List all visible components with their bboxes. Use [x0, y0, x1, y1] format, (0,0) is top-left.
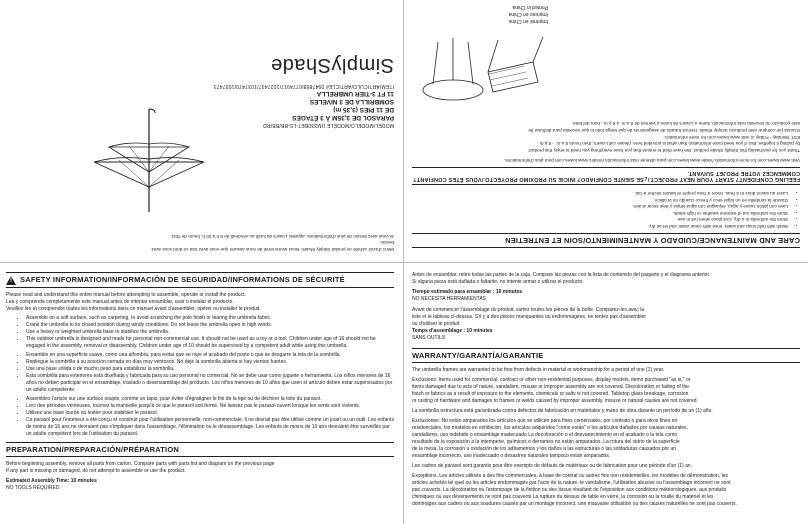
list-item: • Utilisez une base lourde ou lestée pour stabiliser le parasol. [26, 410, 394, 417]
care-list [412, 189, 800, 229]
warranty-text: or rusting of hardware and damages to frames or welds caused by improper assembly, misuse or natural causes are not covered. [412, 398, 698, 404]
warranty-text: pas couverts. La décoloration ou l'estompage de la finition ou des tissus résultant de l'exposition aux conditions météorologiques, aux produits [412, 487, 727, 493]
brand-logo: SimplyShade [270, 54, 394, 76]
item-codes: ITEM/ARTICULO/ARTICLE# 0947858/0774917/1027437/1037470/1037473 [213, 83, 394, 89]
list-item: • Assemblez l'article sur une surface souple, comme un tapis, pour éviter d'égratigner le fini de la tige ou de déchirer la toile du parasol. [26, 396, 394, 403]
warranty-text: Les cadres de parasol sont garantis pour être exempts de défauts de matériaux ou de fabrication pour une période d'un (1) an. [412, 463, 693, 469]
thanks-line: by putting it together. But, if you need more information than what is provided here, please call Lowe's, then hours 8 a.m. - 8 p.m., [537, 141, 800, 147]
warranty-text: vandalismo, uso indebido o ensamblaje inadecuado La decoloración o el desvanecimiento en el acabado o la tela como [412, 432, 678, 438]
prep-text: Before beginning assembly, remove all parts from carton. Compare parts with parts list and diagram on the previous page [6, 460, 275, 467]
product-copy-2: Si vous avez besoin de plus d'informations, appelez Lowe's du lundi au vendredi de 8 h à 20 h, heure de l'Est. [170, 233, 394, 239]
warranty-text: items damaged due to acts of nature, vandalism, misuse or improper assembly are not covered. Discoloration or fading of the [412, 384, 690, 390]
list-item: • Use una base sólida o de mucho peso para estabilizar la sombrilla. [26, 366, 394, 373]
preparation-heading: PREPARATION/PREPARACIÓN/PRÉPARATION [6, 442, 394, 457]
thanks-line: Gracias por comprar este producto Simply Shade. Hemos tratado de asegurarnos de que tenga todo lo que necesita para disfrutar de [528, 128, 800, 134]
list-item: • Store the umbrella in a dry, cool place when not in use. [412, 216, 788, 223]
warranty-panel [404, 262, 808, 524]
list-item: • Lave con jabón suave y agua, enjuague con agua limpia y deje secar al aire. [412, 203, 788, 210]
printed-in-es: Impreso en China [508, 11, 548, 17]
care-panel [404, 0, 808, 262]
es-tools: NO NECESITA HERRAMIENTAS [412, 296, 486, 302]
prep-text: If any part is missing or damaged, do not attempt to assemble or use the product. [6, 467, 186, 474]
warranty-text: de la mesa, la corrosión u oxidación de los aditamentos y los daños a las estructuras o las soldaduras causados por un [412, 446, 677, 452]
list-item: • Laver au savon doux et à l'eau, rincer à l'eau propre et laisser sécher à l'air. [412, 189, 788, 196]
list-item: • Repliegue la sombrilla a su posición cerrada en días muy ventosos. No deje la sombrilla abierta si hay vientos fuertes. [26, 359, 394, 366]
list-item: • Crank the umbrella to its closed position during windy conditions. Do not leave the umbrella open in high winds. [26, 322, 394, 329]
model-number: MODEL/MODELO/MODÈLE UM330BE7-LS-BB/BB/RD [262, 122, 394, 128]
thanks-line: EST, Monday - Friday or visit www.lowes.com for more information. [663, 134, 800, 140]
es-prep: Antes de ensamblar, retire todas las partes de la caja. Compare las piezas con la lista de contenido del paquete y el diagrama anterior. [412, 272, 711, 278]
list-item: • Use a heavy or weighted umbrella base to stabilize the umbrella. [26, 329, 394, 336]
warranty-text: Exceptions. Les articles utilisés à des fins commerciales, à base de contrat ou autres fins non résidentielles, les modèles de démonstration, les [412, 473, 728, 479]
list-item: • Lors des périodes venteuses, tournez la manivelle jusqu'à ce que le parasol soit fermé. Ne laissez pas le parasol ouvert lorsque les vents sont violents. [26, 403, 394, 410]
title-line-1: 11 FT 3-TIER UMBRELLA [316, 90, 394, 97]
warranty-text: finish or fabrics as a result of exposure to the elements, chemicals or salts is not covered. Tabletop glass breakage, corrosion [412, 391, 689, 397]
warranty-text: chimiques ou aux déversements ne sont pas couverts La rupture du dessus de table en verre, la corrosion ou la rouille du matériel et les [412, 494, 714, 500]
list-item: • Ce parasol pour l'extérieur a été conçu et construit pour l'utilisation personnelle, non-commerciale. Il ne devrait pas être utilisé comme un jouet ou un outil. Les enfants de moins de 16 ans ne devraient pas s'impliquer dans l'assemblage, l'élimination ou le désassemblage. Les enfants de moins de 10 ans devraient être surveillés par un adulte compétent lors de l'utilisation du parasol. [26, 417, 394, 438]
umbrella-illustration [79, 107, 219, 217]
warranty-text: Exclusions: Items used for commercial, contract or other non-residential purposes, display models, items purchased "as is," or [412, 377, 691, 383]
list-item: • Guarde la sombrilla en un lugar seco y fresco cuando no la utilice. [412, 196, 788, 203]
warranty-text: resultado de la exposición a la intemperie, químicos o derrames no están amparados. La rotura del vidrio de la superficie [412, 439, 680, 445]
list-item: • Ensamble en una superficie suave, como una alfombra, para evitar que se raye el acabado del poste o que se desgarre la tela de la sombrilla. [26, 352, 394, 359]
safety-heading-text: SAFETY INFORMATION/INFORMACIÓN DE SEGURIDAD/INFORMATIONS DE SÉCURITÉ [20, 275, 345, 284]
list-item: • Esta sombrilla para exteriores está diseñada y fabricada para su uso personal no comercial. No se debe usar como juguete o herramienta. Los niños menores de 16 años no deben participar en el ensamblaje, traslado o desensamblaje del producto. Los niños menores de 10 años que usen el artículo deben estar supervisados por un adulto competente. [26, 373, 394, 394]
safety-panel [0, 262, 404, 524]
fr-prep: Avant de commencer l'assemblage du produit, sortez toutes les pièces de la boîte. Comparez-les avec la [412, 307, 645, 313]
warranty-text: Exclusiones: No están amparados los artículos que se utilicen para fines comerciales, por contrato o para otros fines no [412, 418, 678, 424]
list-item: • Wash with mild soap and water, rinse with clean water and let air dry. [412, 222, 788, 229]
safety-list-fr [6, 396, 394, 438]
thanks-line: Thank you for purchasing this Simply Shade product. We have tried to ensure that you have everything you need to enjoy this product [528, 147, 800, 153]
prep-tools: NO TOOLS REQUIRED [6, 484, 60, 491]
cover-panel [0, 0, 404, 262]
confidence-heading: FEELING CONFIDENT? START YOUR NEXT PROJECT./¿SE SIENTE CONFIADO? INICIE SU PRÓXIMO PROYECTO./VOUS ÊTES CONFIANT? COMMENCEZ VOTRE PROJET SUIVANT. [412, 167, 800, 185]
safety-intro: Please read and understand this entire manual before attempting to assemble, operate or install the product. [6, 291, 246, 298]
fr-time: Temps d'assemblage : 10 minutes [412, 328, 493, 334]
safety-intro: Lea y comprenda completamente este manual antes de intentar ensamblar, usar o instalar el producto. [6, 298, 234, 305]
list-item: • This outdoor umbrella is designed and made for personal non-commercial use. It should not be used as a toy or a tool. Children under age of 16 should not be engaged in the assembly, removal or disassembly. Children under age of 10 should be supervised by a competent adult while using this umbrella. [26, 336, 394, 350]
list-item: • Assemble on a soft surface, such as carpeting, to avoid scratching the pole finish or tearing the umbrella fabric. [26, 315, 394, 322]
safety-intro: Veuillez lire et comprendre toutes les informations dans ce manuel avant d'assembler, opérer ou installer le produit. [6, 305, 261, 312]
fr-prep: liste et le tableau ci-dessus. S'il y a des pièces manquantes ou endommagées, ne tentez pas d'assembler [412, 314, 646, 320]
es-time: Tiempo estimado para ensamblar : 10 minutos [412, 289, 523, 295]
warning-icon: ! [6, 276, 16, 285]
safety-list-en [6, 315, 394, 350]
es-prep: Si alguna pieza está dañada o faltante, no intente armar o utilizar el producto. [412, 279, 584, 285]
safety-heading [6, 272, 394, 288]
thanks-line: este producto. Si necesita más información, llame a Lowe's de lunes a viernes de 8 a.m. a 8 p.m., hora del Este. [571, 121, 800, 127]
furniture-illustration [418, 32, 548, 112]
warranty-text: articles achetés tel quel ou les articles endommagés par l'acte de la nature, le vandalisme, l'utilisation abusive ou l'assemblage incorrect ne sont [412, 480, 731, 486]
warranty-heading: WARRANTY/GARANTÍA/GARANTIE [412, 348, 800, 363]
printed-in-en: Printed in China [512, 4, 548, 10]
warranty-text: ensamblaje incorrecto, uso inadecuado o desastres naturales tampoco están amparados. [412, 453, 611, 459]
title-line-4: PARASOL DE 3,35M À 3 ÉTAGES [292, 114, 394, 121]
printed-in-fr: Imprimé en Chine [508, 18, 548, 24]
fr-prep: ou d'utiliser le produit. [412, 321, 461, 327]
product-copy-1: Merci d'avoir acheté ce produit Simply Shade. Nous avons tenté de nous assurer que vous avez tout ce dont vous avez besoin. [151, 240, 394, 252]
warranty-text: The umbrella frames are warranted to be free from defects in material or workmanship for a period of one (1) year. [412, 367, 665, 373]
warranty-text: residenciales, los modelos en exhibición, los artículos adquiridos "como están" o los artículos dañados por causas naturales, [412, 425, 688, 431]
title-line-2: SOMBRILLA DE 3 NIVELES [309, 98, 394, 105]
list-item: • Store the umbrella out of extreme weather or high winds. [412, 209, 788, 216]
warranty-text: dommages aux cadres ou aux soudures causés par un montage incorrect, une mauvaise utilisation ou des causes naturelles ne sont pas couverts. [412, 501, 737, 507]
warranty-text: La sombrilla estructura está garantizada contra defectos de fabricación en materiales y mano de obra durante un período de un (1) año. [412, 408, 713, 414]
care-heading: CARE AND MAINTENANCE/CUIDADO Y MANTENIMIENTO/SOIN ET ENTRETIEN [412, 233, 800, 248]
title-line-3: DE 11 PIES (3,35 m) [333, 106, 394, 113]
visit-text: Visit www.lowes.com for more information./Visite www.lowes.com para obtener más información./Visitez www.lowes.com pour plus d'informations. [503, 158, 800, 164]
prep-time: Estimated Assembly Time: 10 minutes [6, 477, 97, 484]
fr-tools: SANS OUTILS [412, 335, 446, 341]
safety-list-es [6, 352, 394, 394]
